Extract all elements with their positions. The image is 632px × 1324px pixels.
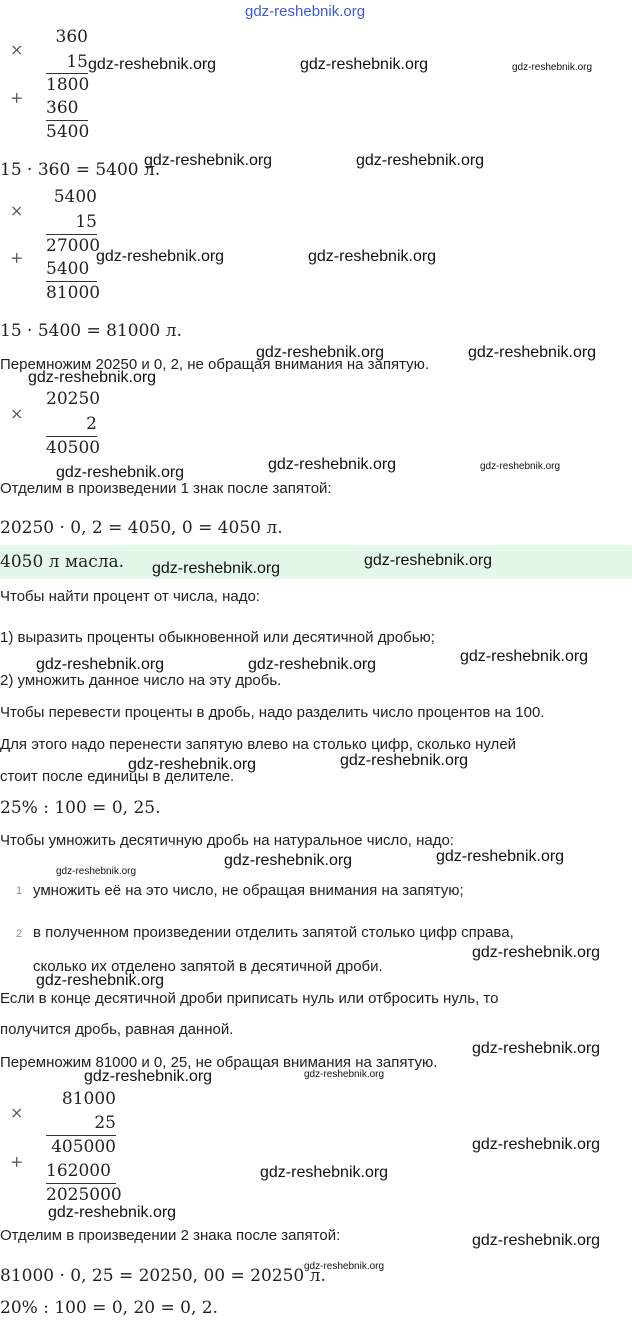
partial-product-2: 5400 xyxy=(46,259,90,279)
rule-zero-line-1: Если в конце десятичной дроби приписать нуль или отбросить нуль, то xyxy=(0,990,499,1007)
multiplier: 15 xyxy=(66,52,88,72)
partial-product-2: 360 xyxy=(46,98,79,118)
watermark: gdz-reshebnik.org xyxy=(152,560,281,577)
rule-decimal-title: Чтобы умножить десятичную дробь на натуральное число, надо: xyxy=(0,832,454,849)
rule-convert-line-1: Чтобы перевести проценты в дробь, надо разделить число процентов на 100. xyxy=(0,704,545,721)
partial-product-1: 405000 xyxy=(51,1137,116,1157)
times-sign: × xyxy=(10,404,24,423)
watermark: gdz-reshebnik.org xyxy=(436,848,565,865)
watermark: gdz-reshebnik.org xyxy=(56,866,137,877)
multiplier: 2 xyxy=(86,414,97,434)
multiplier: 15 xyxy=(75,212,97,232)
product: 81000 xyxy=(46,283,101,303)
watermark: gdz-reshebnik.org xyxy=(256,344,385,361)
watermark: gdz-reshebnik.org xyxy=(472,944,601,961)
text-separate-1: Отделим в произведении 1 знак после запятой: xyxy=(0,480,332,497)
partial-product-1: 1800 xyxy=(46,75,90,95)
list-item-text: умножить её на это число, не обращая внимания на запятую; xyxy=(33,882,464,899)
watermark: gdz-reshebnik.org xyxy=(96,248,225,265)
watermark: gdz-reshebnik.org xyxy=(84,1068,213,1085)
watermark: gdz-reshebnik.org xyxy=(300,56,429,73)
watermark: gdz-reshebnik.org xyxy=(36,656,165,673)
partial-product-2: 162000 xyxy=(46,1161,111,1181)
product: 2025000 xyxy=(46,1185,122,1205)
rule-convert-line-2: Для этого надо перенести запятую влево на столько цифр, сколько нулей xyxy=(0,736,517,753)
equation-1: 15 · 360 = 5400 л. xyxy=(0,160,161,180)
watermark: gdz-reshebnik.org xyxy=(480,461,561,472)
rule-line xyxy=(46,281,97,282)
equation-2: 15 · 5400 = 81000 л. xyxy=(0,321,182,341)
rule-line xyxy=(46,120,88,121)
watermark: gdz-reshebnik.org xyxy=(144,152,273,169)
watermark: gdz-reshebnik.org xyxy=(28,369,157,386)
equation-3: 20250 · 0, 2 = 4050, 0 = 4050 л. xyxy=(0,518,283,538)
rule-zero-line-2: получится дробь, равная данной. xyxy=(0,1021,234,1038)
watermark: gdz-reshebnik.org xyxy=(472,1136,601,1153)
list-item-text-continued: сколько их отделено запятой в десятичной дроби. xyxy=(33,958,383,975)
plus-sign: + xyxy=(10,248,24,267)
equation-5: 81000 · 0, 25 = 20250, 00 = 20250 л. xyxy=(0,1266,326,1286)
watermark: gdz-reshebnik.org xyxy=(472,1232,601,1249)
product: 40500 xyxy=(46,438,101,458)
multiplicand: 81000 xyxy=(61,1089,116,1109)
text-multiply-a: Перемножим 20250 и 0, 2, не обращая внимания на запятую. xyxy=(0,356,430,373)
rule-line xyxy=(46,1135,116,1136)
rule-percent-step-1: 1) выразить проценты обыкновенной или десятичной дробью; xyxy=(0,629,435,646)
multiplicand: 360 xyxy=(55,27,88,47)
plus-sign: + xyxy=(10,1152,24,1171)
watermark: gdz-reshebnik.org xyxy=(304,1069,385,1080)
plus-sign: + xyxy=(10,88,24,107)
answer-text: 4050 л масла. xyxy=(0,552,125,572)
rule-percent-title: Чтобы найти процент от числа, надо: xyxy=(0,588,260,605)
rule-line xyxy=(46,73,88,74)
rule-convert-line-3: стоит после единицы в делителе. xyxy=(0,768,235,785)
watermark: gdz-reshebnik.org xyxy=(356,152,485,169)
watermark: gdz-reshebnik.org xyxy=(260,1164,389,1181)
rule-percent-step-2: 2) умножить данное число на эту дробь. xyxy=(0,672,282,689)
rule-line xyxy=(46,436,97,437)
multiplicand: 5400 xyxy=(53,187,97,207)
text-multiply-b: Перемножим 81000 и 0, 25, не обращая внимания на запятую. xyxy=(0,1054,438,1071)
watermark: gdz-reshebnik.org xyxy=(304,1261,385,1272)
equation-4: 25% : 100 = 0, 25. xyxy=(0,798,161,818)
watermark: gdz-reshebnik.org xyxy=(460,648,589,665)
watermark-top: gdz-reshebnik.org xyxy=(245,3,366,20)
multiplicand: 20250 xyxy=(46,389,101,409)
watermark: gdz-reshebnik.org xyxy=(268,456,397,473)
rule-line xyxy=(46,234,97,235)
watermark: gdz-reshebnik.org xyxy=(36,972,165,989)
times-sign: × xyxy=(10,201,24,220)
watermark: gdz-reshebnik.org xyxy=(224,852,353,869)
watermark: gdz-reshebnik.org xyxy=(472,1040,601,1057)
text-separate-2: Отделим в произведении 2 знака после запятой: xyxy=(0,1227,341,1244)
watermark: gdz-reshebnik.org xyxy=(468,344,597,361)
times-sign: × xyxy=(10,1103,24,1122)
rule-line xyxy=(46,1183,116,1184)
watermark: gdz-reshebnik.org xyxy=(48,1204,177,1221)
list-item-number: 1 xyxy=(16,885,23,897)
watermark: gdz-reshebnik.org xyxy=(88,56,217,73)
watermark: gdz-reshebnik.org xyxy=(248,656,377,673)
partial-product-1: 27000 xyxy=(46,236,101,256)
product: 5400 xyxy=(46,122,90,142)
equation-6: 20% : 100 = 0, 20 = 0, 2. xyxy=(0,1298,218,1318)
list-item-number: 2 xyxy=(16,928,23,940)
watermark: gdz-reshebnik.org xyxy=(512,62,593,73)
watermark: gdz-reshebnik.org xyxy=(128,756,257,773)
list-item-text: в полученном произведении отделить запятой столько цифр справа, xyxy=(33,924,514,941)
watermark: gdz-reshebnik.org xyxy=(340,752,469,769)
watermark: gdz-reshebnik.org xyxy=(308,248,437,265)
multiplier: 25 xyxy=(94,1113,116,1133)
watermark: gdz-reshebnik.org xyxy=(56,464,185,481)
watermark: gdz-reshebnik.org xyxy=(364,552,493,569)
times-sign: × xyxy=(10,40,24,59)
